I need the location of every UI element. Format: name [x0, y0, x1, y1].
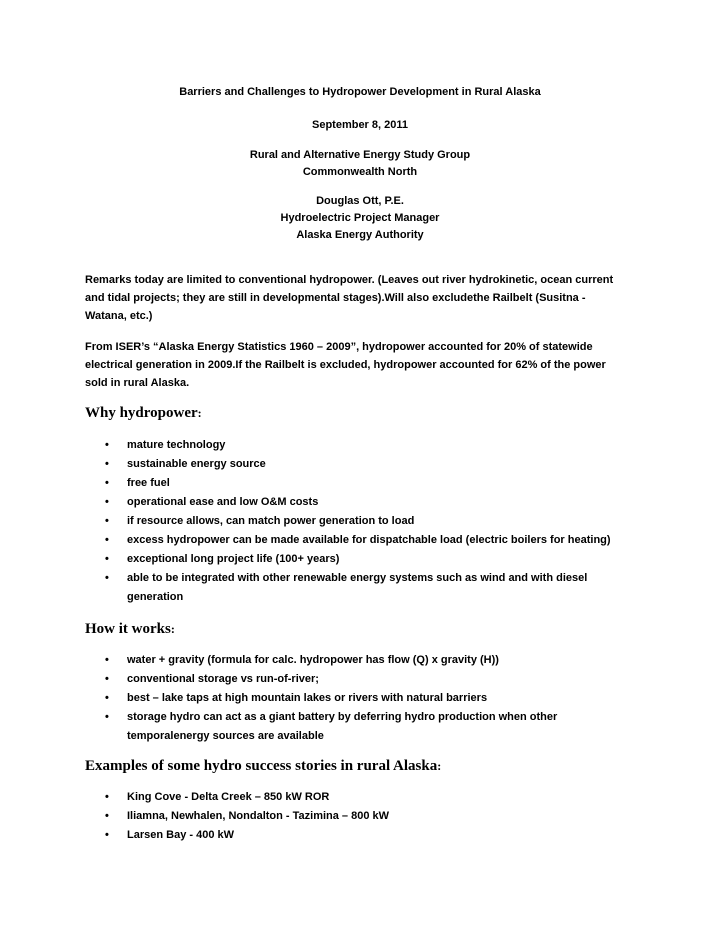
bullet-icon: • — [105, 673, 109, 685]
remarks-paragraph — [85, 271, 645, 325]
list-item — [0, 788, 720, 807]
list-item-text — [127, 670, 647, 689]
paragraph-line: and tidal projects; they are still in developmental stages).Will also excludethe Railbelt (Susitna - — [85, 292, 586, 304]
bullet-icon: • — [105, 791, 109, 803]
list-item-line: King Cove - Delta Creek – 850 kW ROR — [127, 791, 330, 803]
paragraph-line: From ISER’s “Alaska Energy Statistics 1960 – 2009”, hydropower accounted for 20% of statewide — [85, 341, 593, 353]
bullet-icon: • — [105, 692, 109, 704]
examples-list — [0, 788, 720, 845]
list-item-text — [127, 531, 647, 550]
list-item-line: sustainable energy source — [127, 458, 266, 470]
list-item-line: best – lake taps at high mountain lakes or rivers with natural barriers — [127, 692, 488, 704]
list-item-text — [127, 436, 647, 455]
paragraph-line: sold in rural Alaska. — [85, 377, 190, 389]
group-name: Rural and Alternative Energy Study Group — [249, 149, 471, 161]
list-item — [0, 708, 720, 746]
list-item-line: storage hydro can act as a giant battery by deferring hydro production when other — [127, 711, 558, 723]
list-item-text — [127, 493, 647, 512]
list-item — [0, 550, 720, 569]
paragraph-line: electrical generation in 2009.If the Railbelt is excluded, hydropower accounted for 62% of the power — [85, 359, 606, 371]
paragraph-line: Watana, etc.) — [85, 310, 153, 322]
list-item-line: free fuel — [127, 477, 170, 489]
list-item-text — [127, 569, 647, 607]
section-heading-why — [85, 404, 202, 422]
list-item-line: conventional storage vs run-of-river; — [127, 673, 319, 685]
list-item-text — [127, 550, 647, 569]
list-item-line: Iliamna, Newhalen, Nondalton - Tazimina – 800 kW — [127, 810, 390, 822]
bullet-icon: • — [105, 829, 109, 841]
list-item — [0, 569, 720, 607]
bullet-icon: • — [105, 458, 109, 470]
bullet-icon: • — [105, 572, 109, 584]
document-title-block — [60, 84, 660, 101]
list-item-line: if resource allows, can match power generation to load — [127, 515, 415, 527]
list-item — [0, 512, 720, 531]
heading-colon: : — [170, 622, 175, 636]
list-item — [0, 826, 720, 845]
list-item-line: temporalenergy sources are available — [127, 730, 324, 742]
section-heading-how — [85, 620, 175, 638]
heading-colon: : — [437, 759, 442, 773]
list-item-text — [127, 689, 647, 708]
list-item-text — [127, 474, 647, 493]
group-block — [60, 147, 660, 181]
list-item-line: Larsen Bay - 400 kW — [127, 829, 234, 841]
list-item-line: excess hydropower can be made available for dispatchable load (electric boilers for heating) — [127, 534, 611, 546]
heading-text: How it works — [85, 621, 171, 637]
list-item-line: generation — [127, 591, 184, 603]
document-title: Barriers and Challenges to Hydropower Development in Rural Alaska — [179, 86, 541, 98]
how-list — [0, 651, 720, 746]
bullet-icon: • — [105, 534, 109, 546]
heading-text: Examples of some hydro success stories in rural Alaska — [85, 758, 438, 774]
paragraph-line: Remarks today are limited to conventional hydropower. (Leaves out river hydrokinetic, ocean current — [85, 274, 614, 286]
author-title: Hydroelectric Project Manager — [280, 212, 440, 224]
list-item-text — [127, 826, 647, 845]
author-block — [60, 193, 660, 244]
bullet-icon: • — [105, 553, 109, 565]
list-item-line: exceptional long project life (100+ years) — [127, 553, 340, 565]
list-item-text — [127, 651, 647, 670]
list-item — [0, 474, 720, 493]
bullet-icon: • — [105, 477, 109, 489]
bullet-icon: • — [105, 439, 109, 451]
iser-paragraph — [85, 338, 645, 392]
list-item-text — [127, 708, 647, 746]
list-item-text — [127, 512, 647, 531]
list-item-text — [127, 807, 647, 826]
list-item-line: mature technology — [127, 439, 226, 451]
bullet-icon: • — [105, 496, 109, 508]
list-item — [0, 651, 720, 670]
document-date-block — [60, 117, 660, 134]
list-item — [0, 689, 720, 708]
list-item-text — [127, 788, 647, 807]
list-item-line: able to be integrated with other renewable energy systems such as wind and with diesel — [127, 572, 588, 584]
list-item — [0, 670, 720, 689]
list-item — [0, 436, 720, 455]
list-item — [0, 807, 720, 826]
list-item — [0, 531, 720, 550]
document-date: September 8, 2011 — [311, 119, 408, 131]
author-name: Douglas Ott, P.E. — [316, 195, 404, 207]
heading-colon: : — [197, 406, 202, 420]
author-org: Alaska Energy Authority — [296, 229, 424, 241]
bullet-icon: • — [105, 515, 109, 527]
list-item — [0, 493, 720, 512]
list-item-text — [127, 455, 647, 474]
why-list — [0, 436, 720, 607]
bullet-icon: • — [105, 810, 109, 822]
list-item-line: water + gravity (formula for calc. hydropower has flow (Q) x gravity (H)) — [127, 654, 499, 666]
list-item-line: operational ease and low O&M costs — [127, 496, 319, 508]
bullet-icon: • — [105, 654, 109, 666]
heading-text: Why hydropower — [85, 405, 198, 421]
section-heading-examples — [85, 757, 441, 775]
list-item — [0, 455, 720, 474]
group-org: Commonwealth North — [302, 166, 418, 178]
bullet-icon: • — [105, 711, 109, 723]
